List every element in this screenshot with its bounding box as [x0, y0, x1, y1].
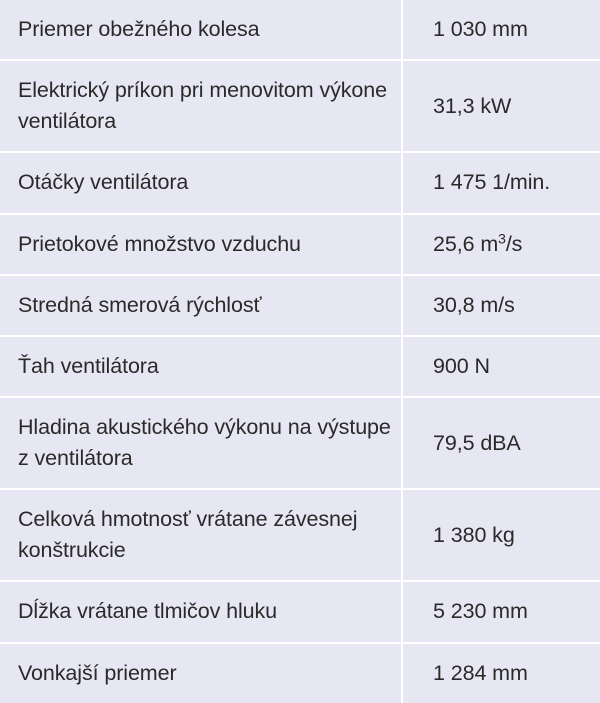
parameter-label: Otáčky ventilátora [0, 152, 402, 213]
parameter-value: 79,5 dBA [402, 397, 600, 489]
table-row [0, 489, 600, 581]
parameter-value: 5 230 mm [402, 581, 600, 642]
table-row [0, 152, 600, 213]
parameter-label: Elektrický príkon pri menovitom výkone ventilátora [0, 60, 402, 152]
parameter-value: 1 030 mm [402, 0, 600, 60]
parameter-value: 31,3 kW [402, 60, 600, 152]
parameter-value: 900 N [402, 336, 600, 397]
parameter-label: Hladina akustického výkonu na výstupe z ventilátora [0, 397, 402, 489]
table-row [0, 397, 600, 489]
parameter-label: Dĺžka vrátane tlmičov hluku [0, 581, 402, 642]
table-row [0, 336, 600, 397]
parameter-label: Priemer obežného kolesa [0, 0, 402, 60]
table-row [0, 275, 600, 336]
table-row [0, 0, 600, 60]
table-row [0, 60, 600, 152]
parameter-value [402, 214, 600, 275]
table-row [0, 643, 600, 703]
parameter-label: Celková hmotnosť vrátane závesnej konštrukcie [0, 489, 402, 581]
unit-exponent: 3 [498, 229, 506, 246]
parameter-label: Prietokové množstvo vzduchu [0, 214, 402, 275]
parameter-value: 1 475 1/min. [402, 152, 600, 213]
table-row [0, 214, 600, 275]
value-number-unit: 25,6 m [433, 231, 499, 256]
parameter-label: Ťah ventilátora [0, 336, 402, 397]
parameter-value: 1 284 mm [402, 643, 600, 703]
parameter-value: 1 380 kg [402, 489, 600, 581]
parameter-value: 30,8 m/s [402, 275, 600, 336]
parameter-label: Stredná smerová rýchlosť [0, 275, 402, 336]
value-unit-tail: /s [505, 231, 523, 256]
parameter-label: Vonkajší priemer [0, 643, 402, 703]
table-row [0, 581, 600, 642]
